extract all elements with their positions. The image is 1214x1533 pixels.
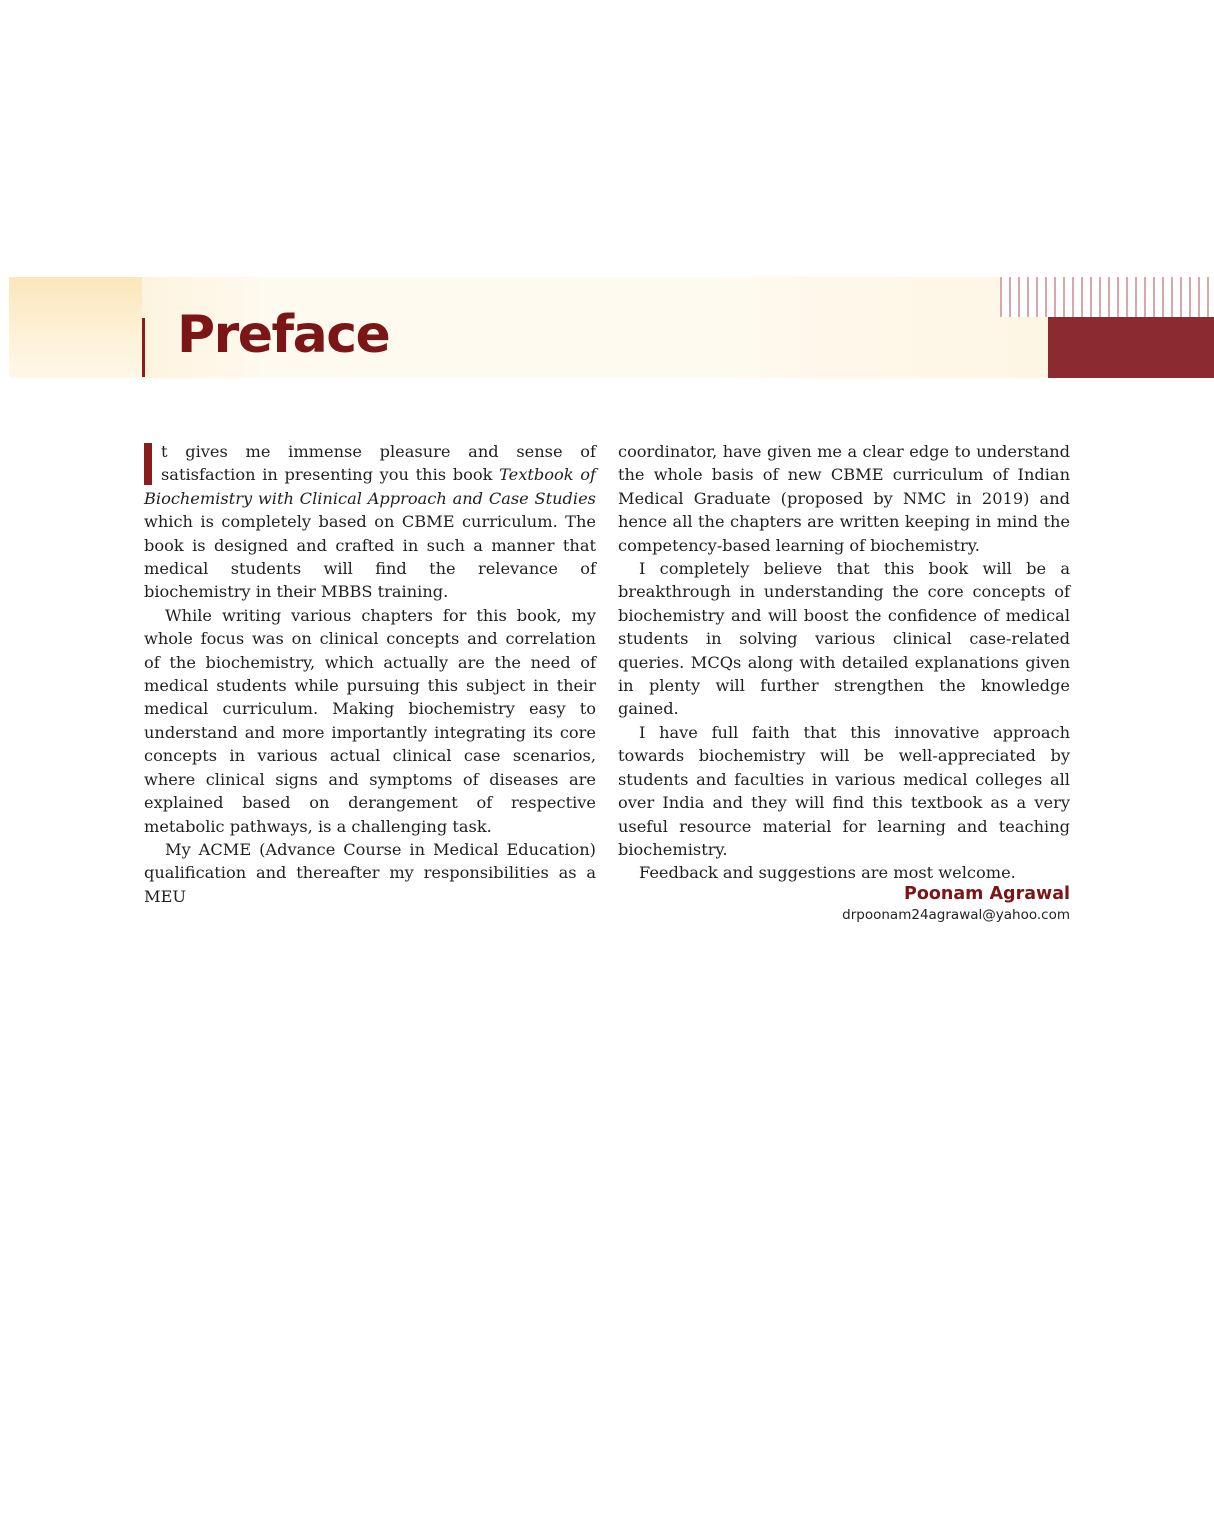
book-title: Textbook of Biochemistry with Clinical Approach and Case Studies xyxy=(144,465,596,508)
paragraph-acme-end: coordinator, have given me a clear edge to understand the whole basis of new CBME curriculum of Indian Medical Graduate (proposed by NMC in 2019) and hence all the chapters are written keeping in mind the competency-based learning of biochemistry. xyxy=(618,442,1070,555)
intro-text-end: which is completely based on CBME curriculum. The book is designed and crafted in such a manner that medical students will find the relevance of biochemistry in their MBBS training. xyxy=(144,512,596,602)
paragraph-focus: While writing various chapters for this book, my whole focus was on clinical concepts and correlation of the biochemistry, which actually are the need of medical students while pursuing this subject in their medical curriculum. Making biochemistry easy to understand and more importantly integrating its core concepts in various actual clinical case scenarios, where clinical signs and symptoms of diseases are explained based on derangement of respective metabolic pathways, is a challenging task. xyxy=(144,605,596,836)
intro-text-start: t gives me immense pleasure and sense of satisfaction in presenting you this book xyxy=(161,442,596,485)
header-stripes xyxy=(1000,277,1214,317)
paragraph-acme-start: My ACME (Advance Course in Medical Education) qualification and thereafter my responsibilities as a MEU xyxy=(144,839,596,906)
banner-left-block xyxy=(9,277,142,378)
paragraph-faith: I have full faith that this innovative approach towards biochemistry will be well-appreciated by students and faculties in various medical colleges all over India and they will find this textbook as a very useful resource material for learning and teaching biochemistry. xyxy=(618,722,1070,859)
author-name: Poonam Agrawal xyxy=(904,884,1070,904)
page-title: Preface xyxy=(177,305,390,365)
paragraph-intro xyxy=(144,440,596,604)
dropcap-i xyxy=(144,443,152,485)
left-column xyxy=(144,440,596,908)
header-accent-block xyxy=(1048,317,1214,378)
signature-block xyxy=(618,882,1070,924)
paragraph-belief: I completely believe that this book will be a breakthrough in understanding the core concepts of biochemistry and will boost the confidence of medical students in solving various clinical case-related queries. MCQs along with detailed explanations given in plenty will further strengthen the knowledge gained. xyxy=(618,559,1070,719)
right-column xyxy=(618,440,1070,885)
paragraph-feedback: Feedback and suggestions are most welcome. xyxy=(639,863,1016,883)
title-rule xyxy=(142,318,145,377)
author-email: drpoonam24agrawal@yahoo.com xyxy=(842,907,1070,923)
